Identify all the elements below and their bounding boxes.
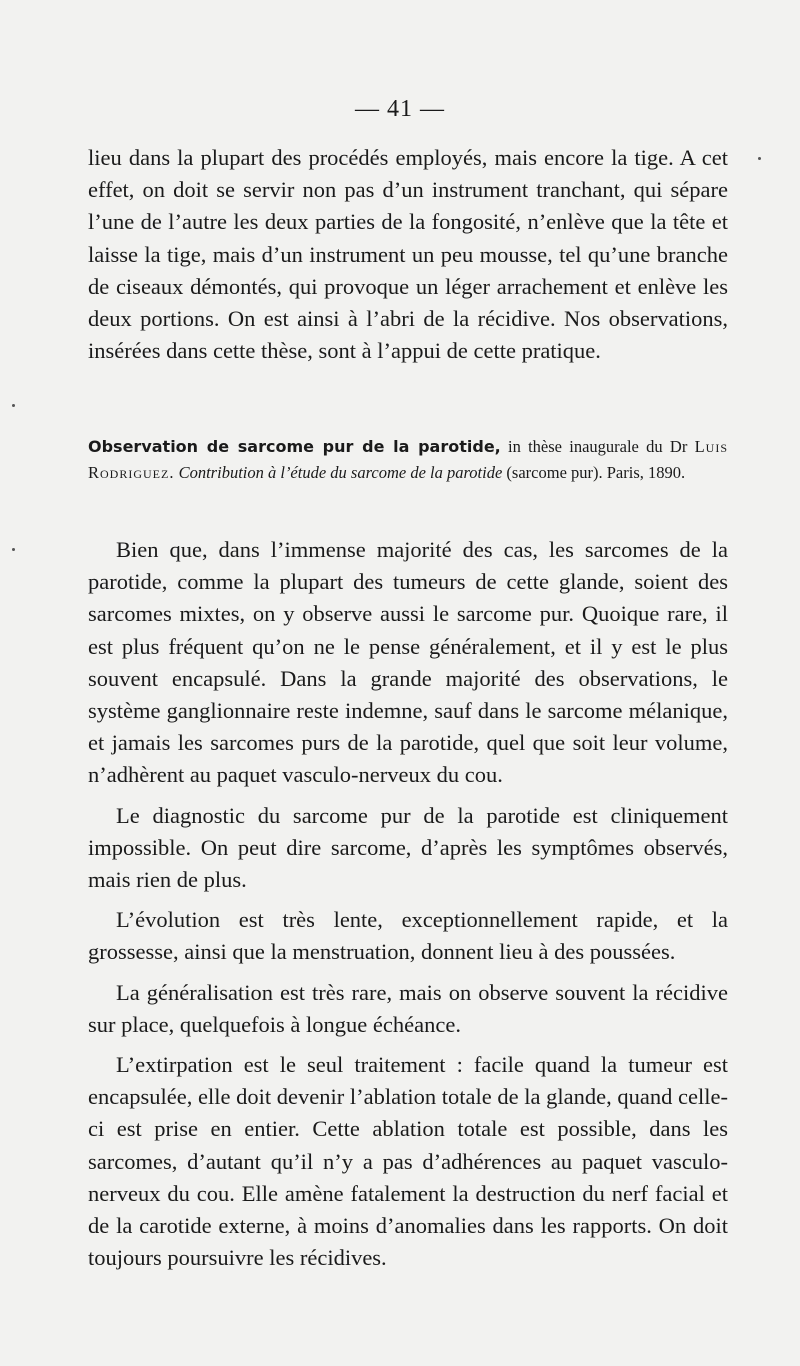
body-paragraph: L’évolution est très lente, exceptionnellement rapide, et la grossesse, ainsi que la menstruation, donnent lieu à des poussées. bbox=[88, 907, 728, 965]
doctor-prefix: Dr bbox=[669, 437, 688, 456]
intro-paragraph-block bbox=[88, 142, 728, 367]
page-speck bbox=[12, 404, 15, 407]
observation-title: Observation de sarcome pur de la parotide, bbox=[88, 437, 501, 456]
body-paragraph: Le diagnostic du sarcome pur de la parotide est cliniquement impossible. On peut dire sarcome, d’après les symptômes observés, mais rien de plus. bbox=[88, 802, 728, 893]
observation-intro: in thèse inaugurale du bbox=[500, 437, 670, 456]
observation-work-title: Contribution à l’étude du sarcome de la parotide bbox=[178, 462, 503, 482]
body-paragraphs bbox=[88, 534, 728, 1282]
page-number: — 41 — bbox=[355, 96, 445, 122]
observation-author: Luis Rodriguez. bbox=[88, 437, 729, 482]
observation-tail: (sarcome pur). Paris, 1890. bbox=[502, 462, 686, 482]
body-paragraph: L’extirpation est le seul traitement : facile quand la tumeur est encapsulée, elle doit devenir l’ablation totale de la glande, quand celle-ci est prise en entier. Cette ablation totale est possible, dans les sarcomes, d’autant qu’il n’y a pas d’adhérences au paquet vasculo-nerveux du cou. Elle amène fatalement la destruction du nerf facial et de la carotide externe, à moins d’anomalies dans les rapports. On doit toujours poursuivre les récidives. bbox=[88, 1052, 728, 1271]
body-paragraph: Bien que, dans l’immense majorité des cas, les sarcomes de la parotide, comme la plupart des tumeurs de cette glande, soient des sarcomes mixtes, on y observe aussi le sarcome pur. Quoique rare, il est plus fréquent qu’on ne le pense généralement, et il y est le plus souvent encapsulé. Dans la grande majorité des observations, le système ganglionnaire reste indemne, sauf dans le sarcome mélanique, et jamais les sarcomes purs de la parotide, quel que soit leur volume, n’adhèrent au paquet vasculo-nerveux du cou. bbox=[88, 537, 728, 788]
observation-reference bbox=[88, 434, 728, 485]
page-speck bbox=[12, 548, 15, 551]
page-speck bbox=[758, 157, 761, 160]
body-paragraph: La généralisation est très rare, mais on observe souvent la récidive sur place, quelquefois à longue échéance. bbox=[88, 979, 728, 1037]
intro-paragraph: lieu dans la plupart des procédés employés, mais encore la tige. A cet effet, on doit se servir non pas d’un instrument tranchant, qui sépare l’une de l’autre les deux parties de la fongosité, n’enlève que la tête et laisse la tige, mais d’un instrument un peu mousse, tel qu’une branche de ciseaux démontés, qui provoque un léger arrachement et enlève les deux portions. On est ainsi à l’abri de la récidive. Nos observations, insérées dans cette thèse, sont à l’appui de cette pratique. bbox=[88, 145, 728, 364]
